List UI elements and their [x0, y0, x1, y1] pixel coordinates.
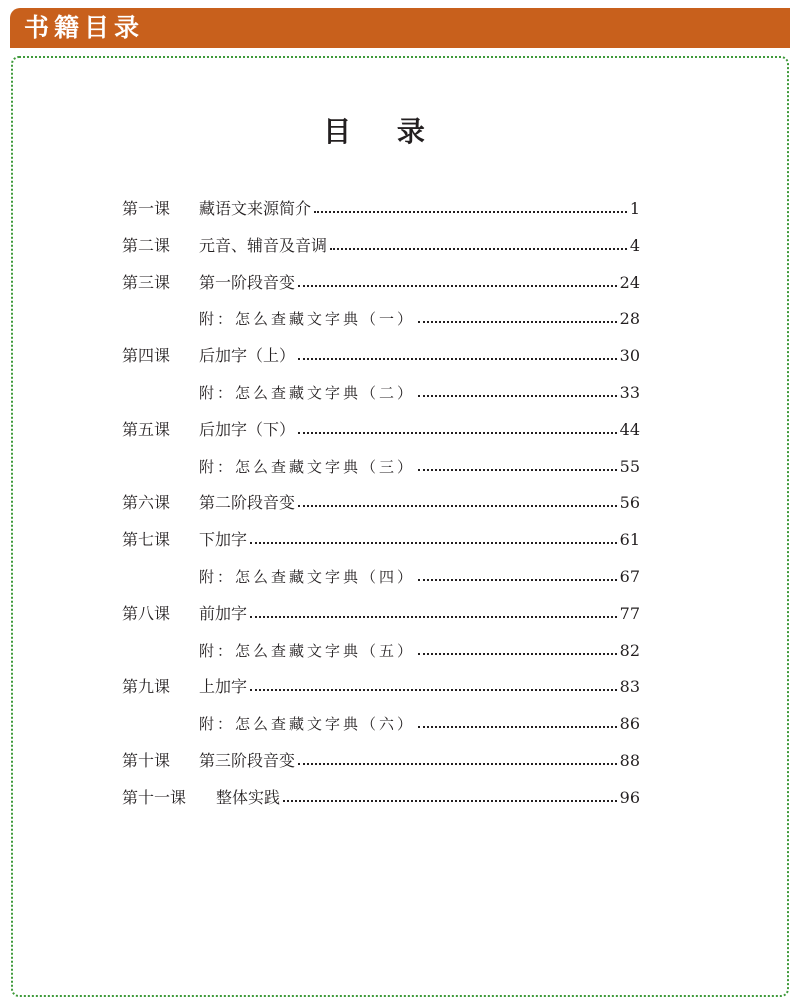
toc-entry-title: 整体实践 — [216, 787, 281, 807]
toc-lesson-number: 第四课 — [122, 346, 171, 366]
toc-page-number: 28 — [619, 309, 640, 329]
toc-dot-leader — [314, 207, 627, 213]
toc-page-number: 83 — [619, 677, 640, 697]
toc-entry[interactable] — [122, 528, 640, 552]
toc-page-number: 88 — [619, 751, 640, 770]
toc-entry-title: 下加字 — [199, 530, 248, 550]
toc-entry[interactable] — [122, 491, 640, 515]
toc-lesson-number: 第五课 — [122, 419, 171, 439]
toc-dot-leader — [298, 501, 617, 507]
toc-entry-title: 后加字（上） — [199, 346, 296, 366]
toc-page-number: 61 — [619, 530, 640, 550]
toc-dot-leader — [418, 391, 617, 397]
toc-page-number: 55 — [619, 456, 640, 476]
toc-entry-title: 附：怎么查藏文字典（一） — [199, 310, 416, 329]
toc-entry[interactable] — [122, 675, 640, 699]
toc-dot-leader — [283, 796, 617, 802]
toc-dot-leader — [298, 281, 617, 287]
toc-lesson-number: 第六课 — [122, 493, 171, 513]
toc-entry[interactable] — [122, 197, 640, 221]
toc-entry[interactable] — [199, 381, 640, 405]
toc-entry[interactable] — [122, 344, 640, 368]
toc-lesson-number: 第八课 — [122, 603, 171, 623]
toc-page-number: 77 — [619, 603, 640, 623]
toc-entry-title: 附：怎么查藏文字典（二） — [199, 384, 416, 402]
toc-entry[interactable] — [122, 234, 640, 258]
toc-entry[interactable] — [199, 639, 640, 663]
toc-lesson-number: 第十课 — [122, 751, 171, 770]
toc-dot-leader — [418, 317, 617, 323]
toc-entry-title: 上加字 — [199, 677, 248, 697]
toc-page-number: 33 — [619, 383, 640, 402]
header-title: 书籍目录 — [24, 13, 145, 42]
toc-entry[interactable] — [199, 307, 640, 331]
toc-dot-leader — [418, 722, 617, 728]
toc-dot-leader — [418, 465, 617, 471]
toc-entry[interactable] — [199, 455, 640, 479]
toc-page-number: 96 — [619, 787, 640, 807]
toc-entry[interactable] — [122, 418, 640, 442]
toc-dot-leader — [250, 612, 617, 618]
toc-dot-leader — [250, 538, 617, 544]
toc-entry-title: 前加字 — [199, 603, 248, 623]
toc-entry-title: 第一阶段音变 — [199, 272, 296, 292]
toc-entry[interactable] — [199, 712, 640, 736]
toc-lesson-number: 第三课 — [122, 272, 171, 292]
toc-entry-title: 附：怎么查藏文字典（五） — [199, 641, 416, 660]
toc-entry[interactable] — [122, 749, 640, 773]
toc-lesson-number: 第七课 — [122, 530, 171, 550]
toc-entry-title: 第二阶段音变 — [199, 493, 296, 513]
toc-lesson-number: 第九课 — [122, 677, 171, 697]
toc-page-number: 67 — [619, 567, 640, 586]
toc-entry[interactable] — [122, 786, 640, 810]
toc-dot-leader — [298, 759, 617, 765]
toc-page-number: 4 — [629, 235, 640, 255]
toc-lesson-number: 第一课 — [122, 199, 171, 218]
toc-page-number: 86 — [619, 714, 640, 734]
toc-entry-title: 元音、辅音及音调 — [199, 235, 328, 255]
toc-entry[interactable] — [122, 271, 640, 295]
toc-dot-leader — [330, 244, 627, 250]
toc-entry-title: 附：怎么查藏文字典（六） — [199, 715, 416, 734]
toc-lesson-number: 第二课 — [122, 235, 171, 255]
toc-page-number: 56 — [619, 493, 640, 513]
toc-dot-leader — [298, 354, 617, 360]
toc-entry-title: 藏语文来源简介 — [199, 199, 312, 218]
toc-lesson-number: 第十一课 — [122, 787, 187, 807]
toc-page-number: 82 — [619, 640, 640, 660]
page-title: 目 录 — [323, 115, 443, 148]
toc-page-number: 1 — [629, 199, 640, 218]
toc-page-number: 24 — [619, 272, 640, 292]
toc-dot-leader — [418, 649, 617, 655]
toc-dot-leader — [418, 575, 617, 581]
toc-entry-title: 附：怎么查藏文字典（四） — [199, 568, 416, 586]
toc-entry-title: 第三阶段音变 — [199, 751, 296, 770]
toc-entry-title: 后加字（下） — [199, 419, 296, 439]
toc-page-number: 30 — [619, 346, 640, 366]
toc-entry-title: 附：怎么查藏文字典（三） — [199, 457, 416, 476]
toc-entry[interactable] — [199, 565, 640, 589]
toc-entry[interactable] — [122, 602, 640, 626]
toc-page-number: 44 — [619, 419, 640, 439]
toc-dot-leader — [250, 685, 617, 691]
toc-dot-leader — [298, 428, 617, 434]
